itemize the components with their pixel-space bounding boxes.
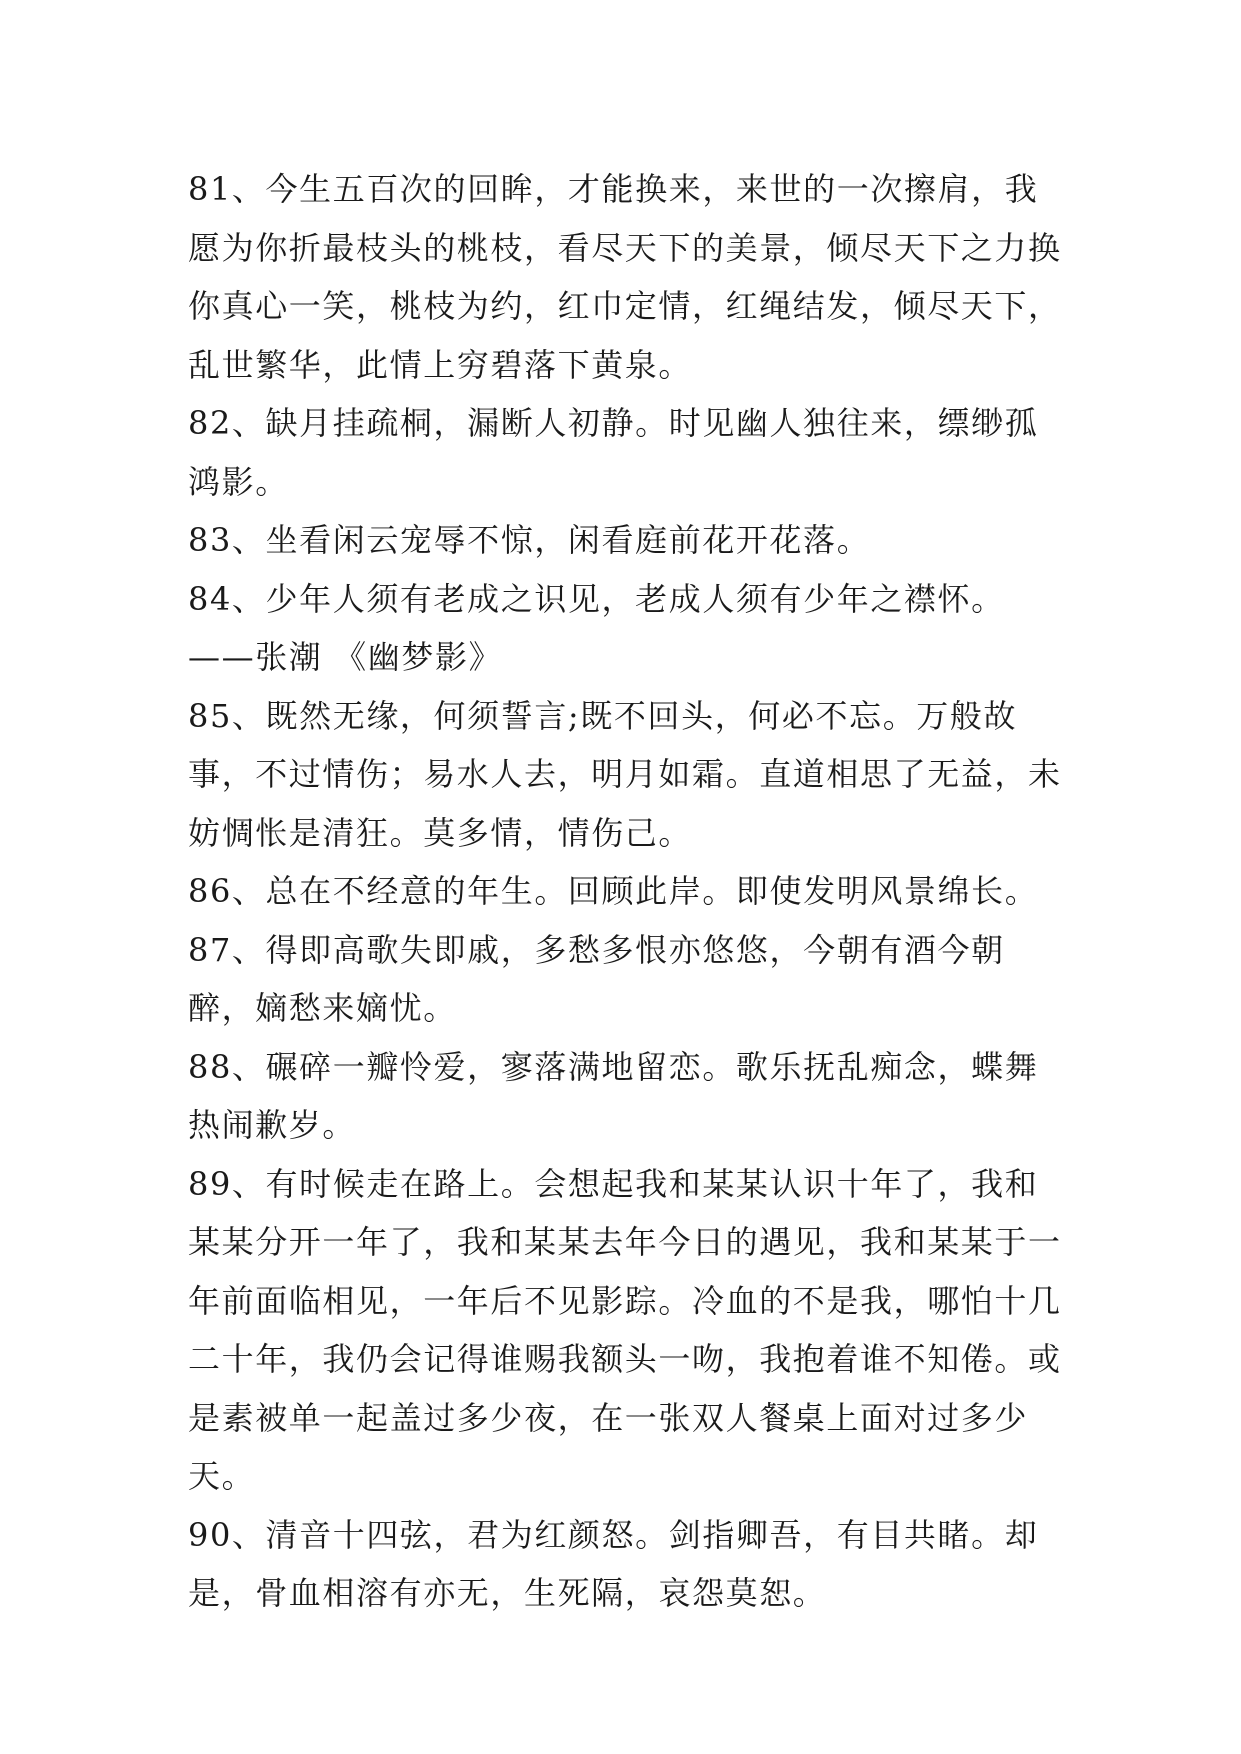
- entry-83: 83、坐看闲云宠辱不惊，闲看庭前花开花落。: [188, 521, 871, 559]
- entry-86: 86、总在不经意的年生。回顾此岸。即使发明风景绵长。: [188, 872, 1039, 910]
- entry-85: 85、既然无缘，何须誓言;既不回头，何必不忘。万般故事，不过情伤；易水人去，明月如霜。直道相思了无益，未妨惆怅是清狂。莫多情，情伤己。: [188, 696, 1062, 852]
- entry-88: 88、碾碎一瓣怜爱，寥落满地留恋。歌乐抚乱痴念，蝶舞热闹歉岁。: [188, 1047, 1039, 1144]
- entry-87: 87、得即高歌失即戚，多愁多恨亦悠悠，今朝有酒今朝醉，嫡愁来嫡忧。: [188, 930, 1005, 1027]
- entry-89: 89、有时候走在路上。会想起我和某某认识十年了，我和某某分开一年了，我和某某去年今日的遇见，我和某某于一年前面临相见，一年后不见影踪。冷血的不是我，哪怕十几二十年，我仍会记得谁赐我额头一吻，我抱着谁不知倦。或是素被单一起盖过多少夜，在一张双人餐桌上面对过多少天。: [188, 1164, 1062, 1495]
- document-page: [188, 160, 1068, 1623]
- entry-81: 81、今生五百次的回眸，才能换来，来世的一次擦肩，我愿为你折最枝头的桃枝，看尽天下的美景，倾尽天下之力换你真心一笑，桃枝为约，红巾定情，红绳结发，倾尽天下，乱世繁华，此情上穷碧落下黄泉。: [188, 170, 1062, 384]
- entry-84: 84、少年人须有老成之识见，老成人须有少年之襟怀。——张潮 《幽梦影》: [188, 579, 1005, 676]
- entry-82: 82、缺月挂疏桐，漏断人初静。时见幽人独往来，缥缈孤鸿影。: [188, 404, 1039, 501]
- entry-90: 90、清音十四弦，君为红颜怒。剑指卿吾，有目共睹。却是，骨血相溶有亦无，生死隔，哀怨莫恕。: [188, 1515, 1039, 1612]
